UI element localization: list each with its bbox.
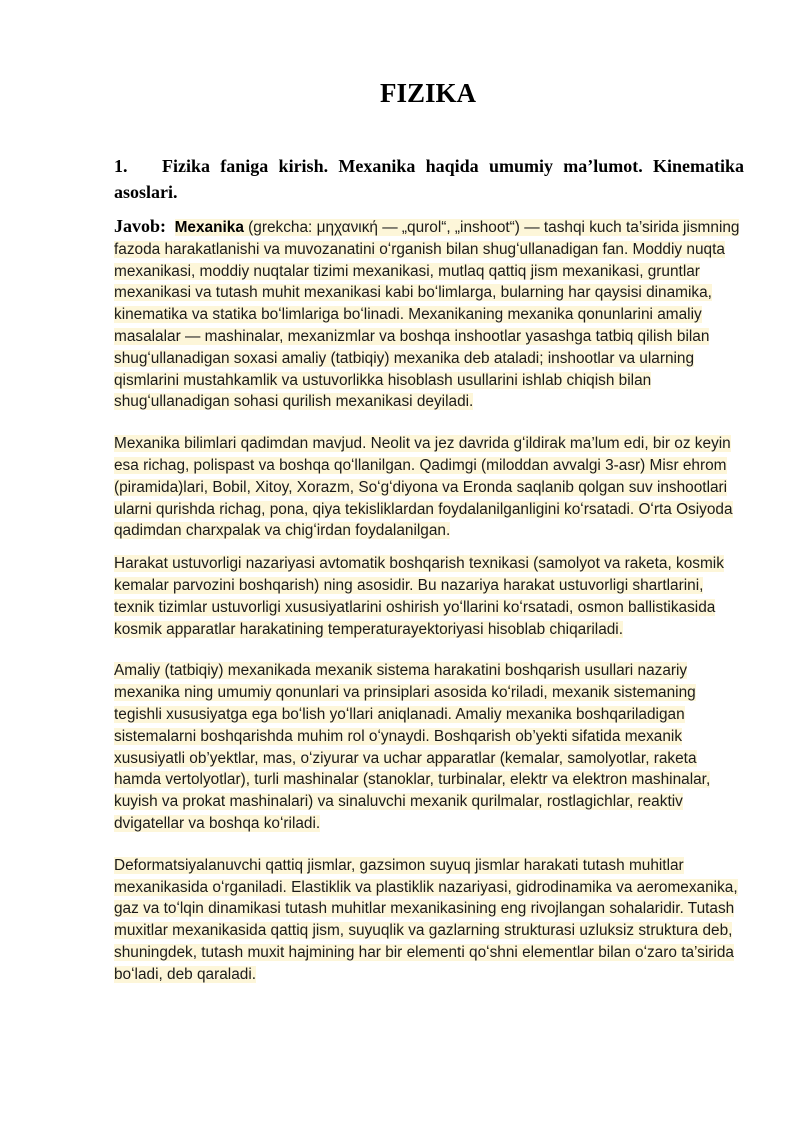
paragraph-1 <box>114 216 744 413</box>
paragraph-5-text: Deformatsiyalanuvchi qattiq jismlar, gazsimon suyuq jismlar harakati tutash muhitlar mexanikasida oʻrganiladi. Elastiklik va plastiklik nazariyasi, gidrodinamika va aeromexanika, gaz va toʻlqin dinamikasi tutash muhitlar mexanikasining eng rivojlangan sohalaridir. Tutash muxitlar mexanikasida qattiq jism, suyuqlik va gazlarning strukturasi uzluksiz struktura deb, shuningdek, tutash muxit hajmining har bir elementi qoʻshni elementlar bilan oʻzaro ta’sirida boʻladi, deb qaraladi. <box>114 856 738 983</box>
paragraph-2-text: Mexanika bilimlari qadimdan mavjud. Neolit va jez davrida gʻildirak ma’lum edi, bir oz keyin esa richag, polispast va boshqa qoʻllanilgan. Qadimgi (miloddan avvalgi 3-asr) Misr ehrom (piramida)lari, Bobil, Xitoy, Xorazm, Soʻgʻdiyona va Eronda saqlanib qolgan suv inshootlari ularni qurishda richag, pona, qiya tekisliklardan foydalanilganligini koʻrsatadi. Oʻrta Osiyoda qadimdan charxpalak va chigʻirdan foydalanilgan. <box>114 435 733 540</box>
paragraph-2 <box>114 433 744 542</box>
section-heading-text: Fizika faniga kirish. Mexanika haqida umumiy ma’lumot. Kinematika asoslari. <box>114 156 744 202</box>
document-title: FIZIKA <box>379 78 477 108</box>
term-mexanika: Mexanika <box>174 219 244 236</box>
paragraph-5 <box>114 855 744 986</box>
paragraph-3 <box>114 553 744 640</box>
answer-label: Javob: <box>114 216 167 236</box>
section-number: 1. <box>114 156 128 176</box>
paragraph-3-text: Harakat ustuvorligi nazariyasi avtomatik boshqarish texnikasi (samolyot va raketa, kosmik kemalar parvozini boshqarish) ning asosidir. Bu nazariya harakat ustuvorligi shartlarini, texnik tizimlar ustuvorligi xususiyatlarini oshirish yoʻllarini koʻrsatadi, osmon ballistikasida kosmik apparatlar harakatining temperaturayektoriyasi hisoblab chiqariladi. <box>114 555 724 638</box>
paragraph-4 <box>114 660 744 834</box>
paragraph-1-text: (grekcha: μηχανική — „qurol“, „inshoot“) — tashqi kuch ta’sirida jismning fazoda harakatlanishi va muvozanatini oʻrganish bilan shugʻullanadigan fan. Moddiy nuqta mexanikasi, moddiy nuqtalar tizimi mexanikasi, mutlaq qattiq jism mexanikasi, gruntlar mexanikasi va tutash muhit mexanikasi kabi boʻlimlarga, bularning har qaysisi dinamika, kinematika va statika boʻlimlariga boʻlinadi. Mexanikaning mexanika qonunlarini amaliy masalalar — mashinalar, mexanizmlar va boshqa inshootlar yasashga tatbiq qilish bilan shugʻullanadigan soxasi amaliy (tatbiqiy) mexanika deb ataladi; inshootlar va ularning qismlarini mustahkamlik va ustuvorlikka hisoblash usullarini ishlab chiqish bilan shugʻullanadigan sohasi qurilish mexanikasi deyiladi. <box>114 219 740 411</box>
document-body <box>114 216 744 1006</box>
paragraph-4-text: Amaliy (tatbiqiy) mexanikada mexanik sistema harakatini boshqarish usullari nazariy mexanika ning umumiy qonunlari va prinsiplari asosida koʻriladi, mexanik sistemaning tegishli xususiyatga ega boʻlish yoʻllari aniqlanadi. Amaliy mexanika boshqariladigan sistemalarni boshqarishda muhim rol oʻynaydi. Boshqarish ob’yekti sifatida mexanik xususiyatli ob’yektlar, mas, oʻziyurar va uchar apparatlar (kemalar, samolyotlar, raketa hamda vertolyotlar), turli mashinalar (stanoklar, turbinalar, elektr va elektron mashinalar, kuyish va prokat mashinalari) va sinaluvchi mexanik qurilmalar, rostlagichlar, reaktiv dvigatellar va boshqa koʻriladi. <box>114 662 711 832</box>
section-heading <box>114 153 744 205</box>
